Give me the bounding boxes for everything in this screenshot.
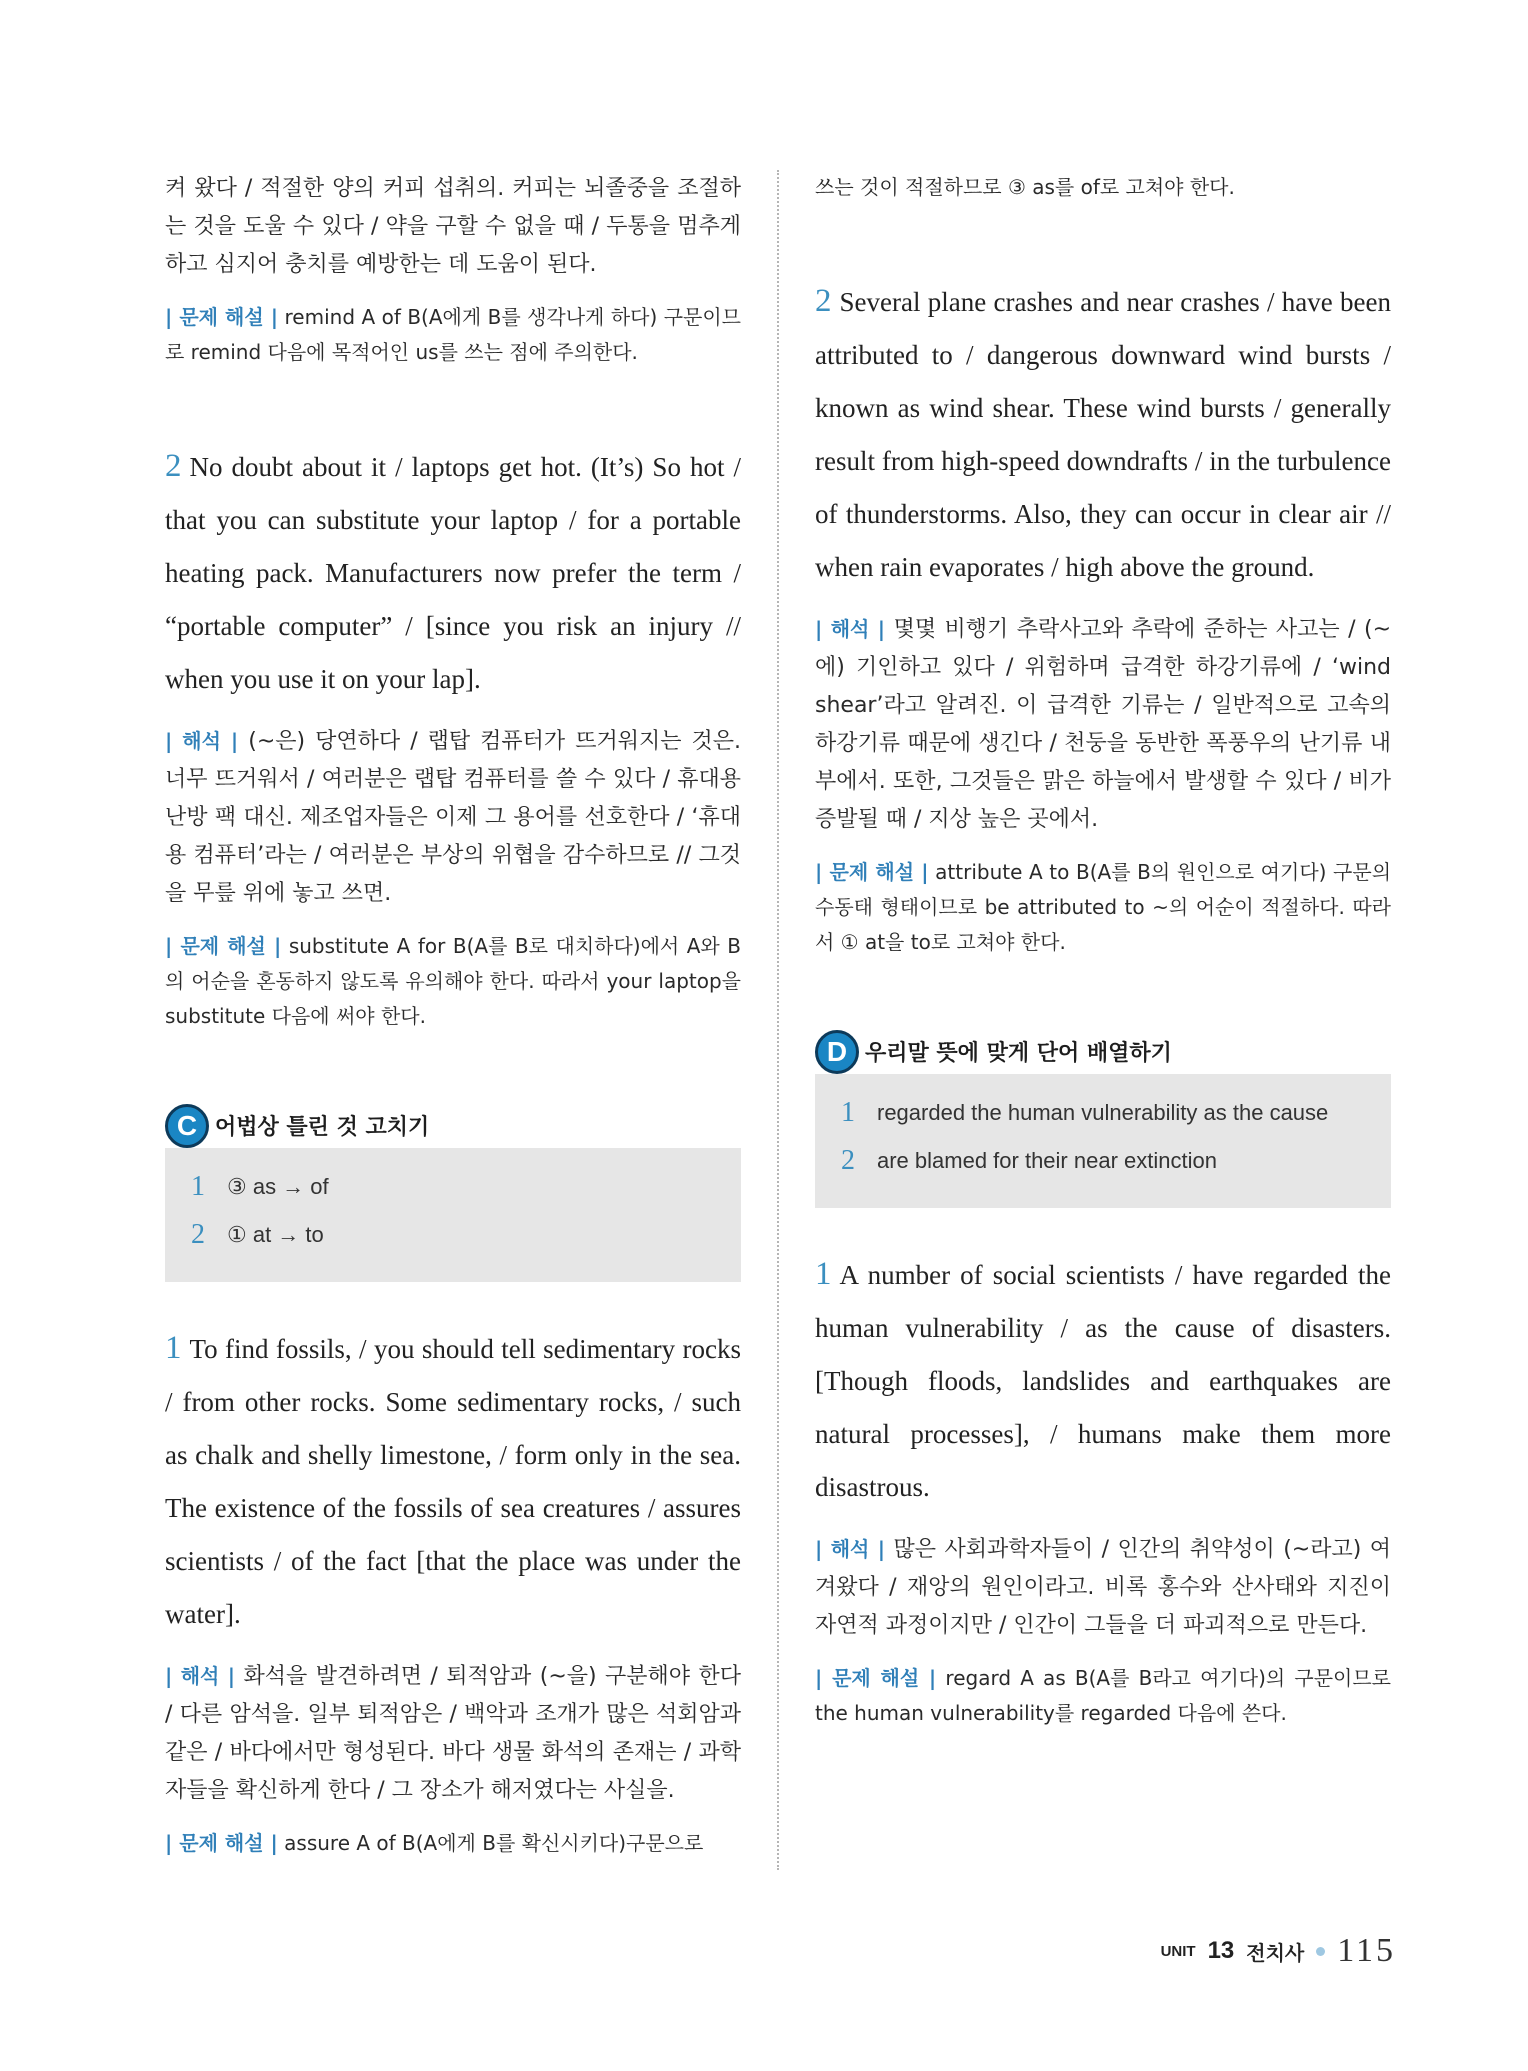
problem-explanation — [815, 855, 1391, 960]
answer-box — [165, 1148, 741, 1282]
unit-number: 13 — [1207, 1937, 1235, 1964]
question-passage — [815, 1248, 1391, 1514]
problem-label: | 문제 해설 | — [815, 1666, 937, 1690]
problem-label: | 문제 해설 | — [165, 934, 282, 958]
question-number: 1 — [165, 1330, 182, 1366]
question-number: 2 — [165, 448, 182, 484]
unit-label: UNIT — [1160, 1942, 1196, 1960]
translation — [165, 1657, 741, 1810]
problem-label: | 문제 해설 | — [165, 305, 279, 329]
page-number: 115 — [1337, 1932, 1396, 1969]
translation-label: | 해석 | — [815, 617, 886, 641]
intro-explanation: 쓰는 것이 적절하므로 ③ as를 of로 고쳐야 한다. — [815, 175, 1235, 199]
question-number: 1 — [815, 1256, 832, 1292]
column-divider — [777, 170, 779, 1870]
section-title: 우리말 뜻에 맞게 단어 배열하기 — [865, 1041, 1172, 1066]
translation-text: (~은) 당연하다 / 랩탑 컴퓨터가 뜨거워지는 것은. 너무 뜨거워서 / 여러분은 랩탑 컴퓨터를 쓸 수 있다 / 휴대용 난방 팩 대신. 제조업자들은 이제 그 용어를 선호한다 / ‘휴대용 컴퓨터’라는 / 여러분은 부상의 위협을 감수하므로 // 그것을 무릎 위에 놓고 쓰면. — [165, 729, 741, 906]
answer-number: 2 — [191, 1219, 205, 1250]
translation-label: | 해석 | — [165, 1664, 236, 1688]
passage-text: Several plane crashes and near crashes / have been attributed to / dangerous downward wind bursts / known as wind shear. These wind bursts / generally result from high-speed downdrafts / in the turbulence of thunderstorms. Also, they can occur in clear air // when rain evaporates / high above the ground. — [815, 287, 1391, 582]
bullet-dot-icon — [1316, 1947, 1325, 1956]
unit-title: 전치사 — [1246, 1940, 1305, 1965]
question-passage — [165, 1322, 741, 1641]
section-d-header — [815, 1030, 1391, 1070]
translation-text: 많은 사회과학자들이 / 인간의 취약성이 (~라고) 여겨왔다 / 재앙의 원인이라고. 비록 홍수와 산사태와 지진이 자연적 과정이지만 / 인간이 그들을 더 파괴적으로 만든다. — [815, 1537, 1391, 1638]
section-c-header — [165, 1104, 741, 1144]
problem-explanation — [165, 929, 741, 1034]
problem-text: remind A of B(A에게 B를 생각나게 하다) 구문이므로 remind 다음에 목적어인 us를 쓰는 점에 주의한다. — [165, 305, 741, 364]
problem-text: attribute A to B(A를 B의 원인으로 여기다) 구문의 수동태 형태이므로 be attributed to ~의 어순이 적절하다. 따라서 ① at을 to로 고쳐야 한다. — [815, 860, 1392, 954]
translation — [815, 1530, 1391, 1645]
page-footer — [1161, 1932, 1396, 1970]
section-badge: D — [815, 1030, 859, 1074]
answer-box — [815, 1074, 1391, 1208]
passage-text: To find fossils, / you should tell sedimentary rocks / from other rocks. Some sedimentary rocks, / such as chalk and shelly limestone, / form only in the sea. The existence of the fossils of sea creatures / assures scientists / of the fact [that the place was under the water]. — [165, 1334, 741, 1629]
translation — [165, 722, 741, 913]
answer-item — [841, 1146, 1365, 1176]
answer-text: ① at → to — [227, 1222, 324, 1247]
intro-translation: 켜 왔다 / 적절한 양의 커피 섭취의. 커피는 뇌졸중을 조절하는 것을 도울 수 있다 / 약을 구할 수 없을 때 / 두통을 멈추게 하고 심지어 충치를 예방한는 데 도움이 된다. — [165, 176, 741, 277]
right-column — [815, 170, 1391, 1731]
answer-text: are blamed for their near extinction — [877, 1148, 1217, 1173]
problem-explanation — [165, 1826, 741, 1861]
problem-explanation — [165, 300, 741, 370]
answer-number: 2 — [841, 1145, 855, 1176]
answer-item — [191, 1220, 715, 1250]
answer-item — [191, 1172, 715, 1202]
answer-item — [841, 1098, 1365, 1128]
left-column — [165, 170, 741, 1861]
passage-text: No doubt about it / laptops get hot. (It’s) So hot / that you can substitute your laptop / for a portable heating pack. Manufacturers now prefer the term / “portable computer” / [since you risk an injury // when you use it on your lap]. — [165, 452, 741, 694]
problem-explanation — [815, 1661, 1391, 1731]
passage-text: A number of social scientists / have regarded the human vulnerability / as the cause of disasters. [Though floods, landslides and earthquakes are natural processes], / humans make them more disastrous. — [815, 1260, 1391, 1502]
question-passage — [815, 275, 1391, 594]
problem-text: substitute A for B(A를 B로 대치하다)에서 A와 B의 어순을 혼동하지 않도록 유의해야 한다. 따라서 your laptop을 substitute 다음에 써야 한다. — [165, 934, 741, 1028]
section-badge: C — [165, 1104, 209, 1148]
translation-text: 화석을 발견하려면 / 퇴적암과 (~을) 구분해야 한다 / 다른 암석을. 일부 퇴적암은 / 백악과 조개가 많은 석회암과 같은 / 바다에서만 형성된다. 바다 생물 화석의 존재는 / 과학자들을 확신하게 한다 / 그 장소가 해저였다는 사실을. — [165, 1664, 741, 1803]
answer-text: ③ as → of — [227, 1174, 329, 1199]
translation-label: | 해석 | — [165, 729, 239, 753]
problem-text: assure A of B(A에게 B를 확신시키다)구문으로 — [284, 1831, 704, 1855]
translation — [815, 610, 1391, 839]
question-number: 2 — [815, 283, 832, 319]
answer-text: regarded the human vulnerability as the cause — [877, 1100, 1329, 1125]
problem-text: regard A as B(A를 B라고 여기다)의 구문이므로 the human vulnerability를 regarded 다음에 쓴다. — [815, 1666, 1392, 1725]
problem-label: | 문제 해설 | — [815, 860, 929, 884]
section-title: 어법상 틀린 것 고치기 — [215, 1115, 430, 1140]
translation-text: 몇몇 비행기 추락사고와 추락에 준하는 사고는 / (~에) 기인하고 있다 / 위험하며 급격한 하강기류에 / ‘wind shear’라고 알려진. 이 급격한 기류는 / 일반적으로 고속의 하강기류 때문에 생긴다 / 천둥을 동반한 폭풍우의 난기류 내부에서. 또한, 그것들은 맑은 하늘에서 발생할 수 있다 / 비가 증발될 때 / 지상 높은 곳에서. — [815, 617, 1391, 832]
answer-number: 1 — [841, 1097, 855, 1128]
translation-label: | 해석 | — [815, 1537, 886, 1561]
question-passage — [165, 440, 741, 706]
problem-label: | 문제 해설 | — [165, 1831, 278, 1855]
answer-number: 1 — [191, 1171, 205, 1202]
